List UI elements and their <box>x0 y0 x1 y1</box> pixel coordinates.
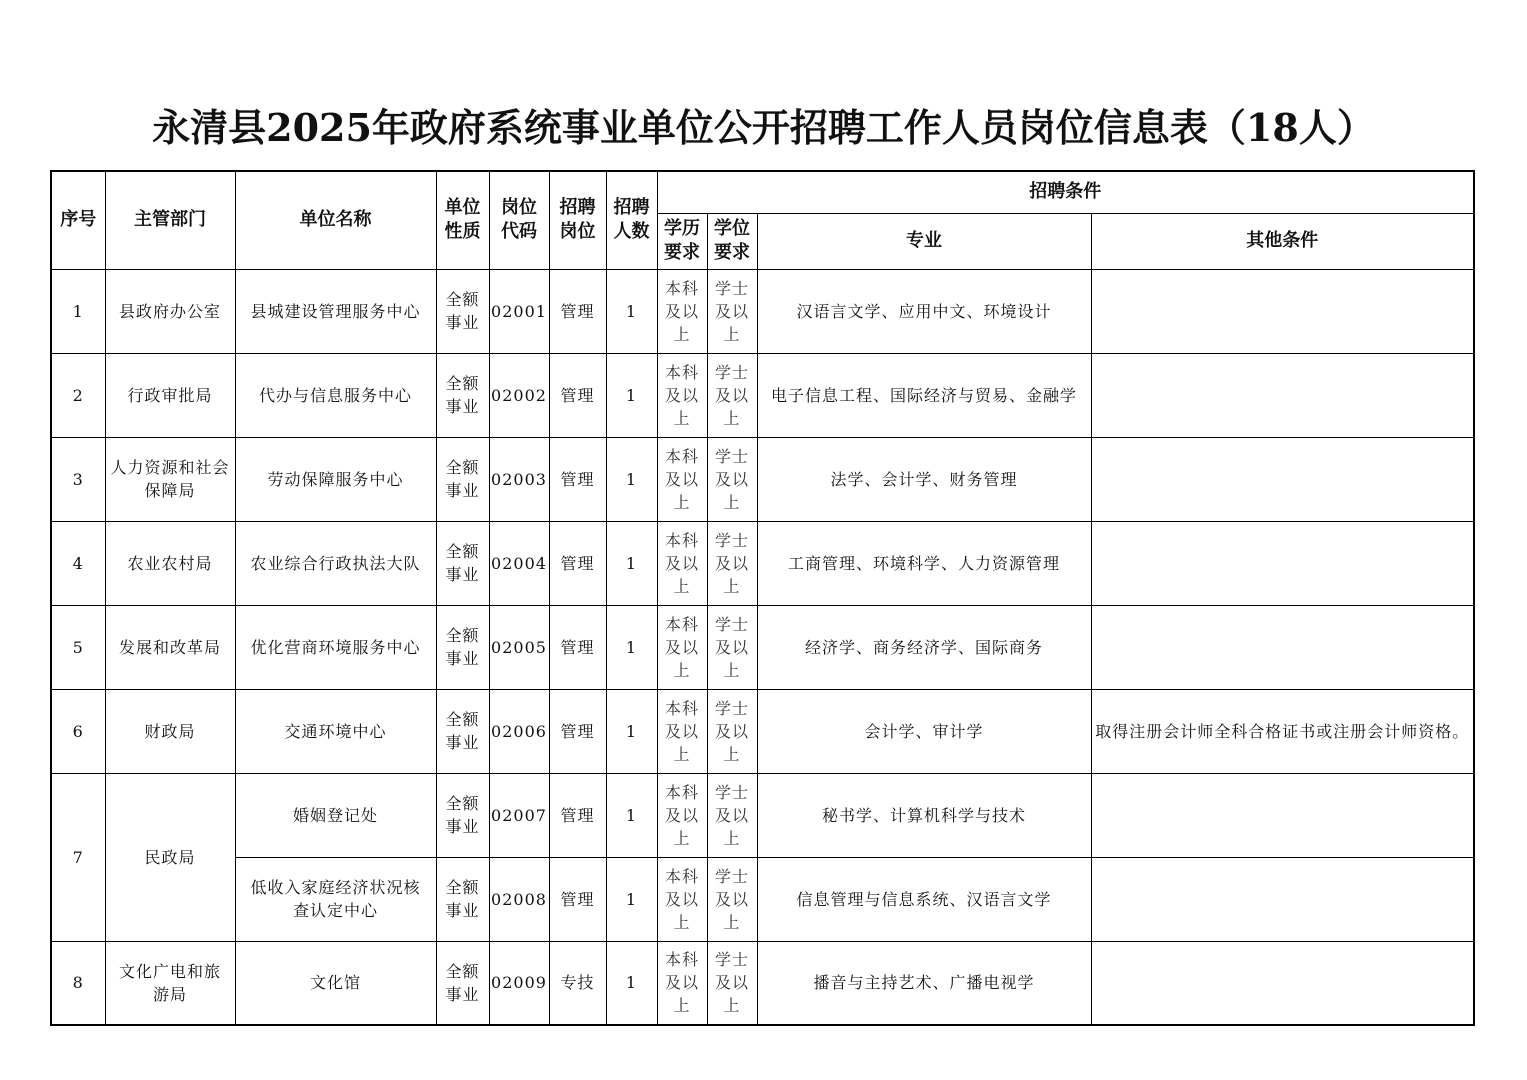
cell-major: 播音与主持艺术、广播电视学 <box>757 941 1091 1025</box>
table-row <box>51 269 1474 353</box>
cell-seq: 2 <box>51 353 105 437</box>
table-row <box>51 605 1474 689</box>
cell-nature: 全额事业 <box>436 353 489 437</box>
cell-dept: 文化广电和旅游局 <box>105 941 235 1025</box>
header-conditions: 招聘条件 <box>657 171 1474 213</box>
cell-nature: 全额事业 <box>436 773 489 857</box>
cell-post: 管理 <box>549 857 606 941</box>
cell-other <box>1091 437 1474 521</box>
header-education: 学历要求 <box>657 213 707 269</box>
cell-unit: 交通环境中心 <box>235 689 436 773</box>
cell-other <box>1091 353 1474 437</box>
cell-degree: 学士及以上 <box>707 269 757 353</box>
cell-unit: 婚姻登记处 <box>235 773 436 857</box>
cell-major: 信息管理与信息系统、汉语言文学 <box>757 857 1091 941</box>
cell-other <box>1091 521 1474 605</box>
cell-education: 本科及以上 <box>657 857 707 941</box>
cell-code: 02009 <box>489 941 549 1025</box>
cell-major: 电子信息工程、国际经济与贸易、金融学 <box>757 353 1091 437</box>
cell-degree: 学士及以上 <box>707 773 757 857</box>
cell-other <box>1091 941 1474 1025</box>
cell-code: 02002 <box>489 353 549 437</box>
cell-other <box>1091 773 1474 857</box>
cell-nature: 全额事业 <box>436 857 489 941</box>
cell-degree: 学士及以上 <box>707 437 757 521</box>
cell-code: 02005 <box>489 605 549 689</box>
table-row <box>51 689 1474 773</box>
cell-seq: 7 <box>51 773 105 941</box>
cell-degree: 学士及以上 <box>707 689 757 773</box>
cell-count: 1 <box>606 437 657 521</box>
cell-unit: 文化馆 <box>235 941 436 1025</box>
cell-dept: 财政局 <box>105 689 235 773</box>
cell-code: 02006 <box>489 689 549 773</box>
cell-education: 本科及以上 <box>657 689 707 773</box>
recruitment-table <box>50 170 1475 1026</box>
cell-seq: 8 <box>51 941 105 1025</box>
cell-post: 管理 <box>549 521 606 605</box>
cell-unit: 劳动保障服务中心 <box>235 437 436 521</box>
cell-dept: 行政审批局 <box>105 353 235 437</box>
header-other: 其他条件 <box>1091 213 1474 269</box>
cell-dept: 农业农村局 <box>105 521 235 605</box>
cell-post: 管理 <box>549 605 606 689</box>
cell-dept: 发展和改革局 <box>105 605 235 689</box>
cell-code: 02003 <box>489 437 549 521</box>
header-code: 岗位代码 <box>489 171 549 269</box>
cell-nature: 全额事业 <box>436 521 489 605</box>
cell-code: 02008 <box>489 857 549 941</box>
cell-education: 本科及以上 <box>657 269 707 353</box>
cell-degree: 学士及以上 <box>707 941 757 1025</box>
cell-education: 本科及以上 <box>657 773 707 857</box>
cell-education: 本科及以上 <box>657 437 707 521</box>
cell-major: 秘书学、计算机科学与技术 <box>757 773 1091 857</box>
cell-major: 经济学、商务经济学、国际商务 <box>757 605 1091 689</box>
cell-code: 02001 <box>489 269 549 353</box>
cell-seq: 4 <box>51 521 105 605</box>
cell-degree: 学士及以上 <box>707 857 757 941</box>
cell-count: 1 <box>606 605 657 689</box>
cell-other: 取得注册会计师全科合格证书或注册会计师资格。 <box>1091 689 1474 773</box>
table-row <box>51 941 1474 1025</box>
cell-seq: 5 <box>51 605 105 689</box>
header-dept: 主管部门 <box>105 171 235 269</box>
cell-seq: 3 <box>51 437 105 521</box>
cell-nature: 全额事业 <box>436 941 489 1025</box>
header-nature: 单位性质 <box>436 171 489 269</box>
page-title: 永清县2025年政府系统事业单位公开招聘工作人员岗位信息表（18人） <box>152 105 1375 150</box>
cell-count: 1 <box>606 857 657 941</box>
cell-unit: 县城建设管理服务中心 <box>235 269 436 353</box>
cell-unit: 优化营商环境服务中心 <box>235 605 436 689</box>
cell-count: 1 <box>606 353 657 437</box>
cell-seq: 1 <box>51 269 105 353</box>
cell-seq: 6 <box>51 689 105 773</box>
table-row <box>51 521 1474 605</box>
cell-post: 专技 <box>549 941 606 1025</box>
cell-count: 1 <box>606 941 657 1025</box>
cell-post: 管理 <box>549 773 606 857</box>
cell-unit: 代办与信息服务中心 <box>235 353 436 437</box>
cell-education: 本科及以上 <box>657 605 707 689</box>
cell-code: 02007 <box>489 773 549 857</box>
cell-major: 汉语言文学、应用中文、环境设计 <box>757 269 1091 353</box>
cell-post: 管理 <box>549 269 606 353</box>
cell-other <box>1091 269 1474 353</box>
cell-dept: 县政府办公室 <box>105 269 235 353</box>
cell-nature: 全额事业 <box>436 437 489 521</box>
cell-major: 会计学、审计学 <box>757 689 1091 773</box>
cell-nature: 全额事业 <box>436 689 489 773</box>
cell-dept: 人力资源和社会保障局 <box>105 437 235 521</box>
cell-post: 管理 <box>549 353 606 437</box>
cell-count: 1 <box>606 521 657 605</box>
cell-dept: 民政局 <box>105 773 235 941</box>
header-post: 招聘岗位 <box>549 171 606 269</box>
cell-nature: 全额事业 <box>436 605 489 689</box>
cell-education: 本科及以上 <box>657 521 707 605</box>
cell-major: 工商管理、环境科学、人力资源管理 <box>757 521 1091 605</box>
cell-unit: 低收入家庭经济状况核查认定中心 <box>235 857 436 941</box>
cell-education: 本科及以上 <box>657 941 707 1025</box>
cell-post: 管理 <box>549 437 606 521</box>
cell-degree: 学士及以上 <box>707 353 757 437</box>
header-seq: 序号 <box>51 171 105 269</box>
cell-degree: 学士及以上 <box>707 521 757 605</box>
cell-education: 本科及以上 <box>657 353 707 437</box>
header-count: 招聘人数 <box>606 171 657 269</box>
table-row <box>51 353 1474 437</box>
table-row <box>51 437 1474 521</box>
cell-other <box>1091 857 1474 941</box>
cell-unit: 农业综合行政执法大队 <box>235 521 436 605</box>
cell-nature: 全额事业 <box>436 269 489 353</box>
header-unit: 单位名称 <box>235 171 436 269</box>
cell-count: 1 <box>606 773 657 857</box>
cell-count: 1 <box>606 689 657 773</box>
cell-count: 1 <box>606 269 657 353</box>
cell-degree: 学士及以上 <box>707 605 757 689</box>
header-degree: 学位要求 <box>707 213 757 269</box>
cell-other <box>1091 605 1474 689</box>
header-major: 专业 <box>757 213 1091 269</box>
table-row <box>51 773 1474 857</box>
cell-code: 02004 <box>489 521 549 605</box>
cell-post: 管理 <box>549 689 606 773</box>
cell-major: 法学、会计学、财务管理 <box>757 437 1091 521</box>
table-row <box>51 857 1474 941</box>
